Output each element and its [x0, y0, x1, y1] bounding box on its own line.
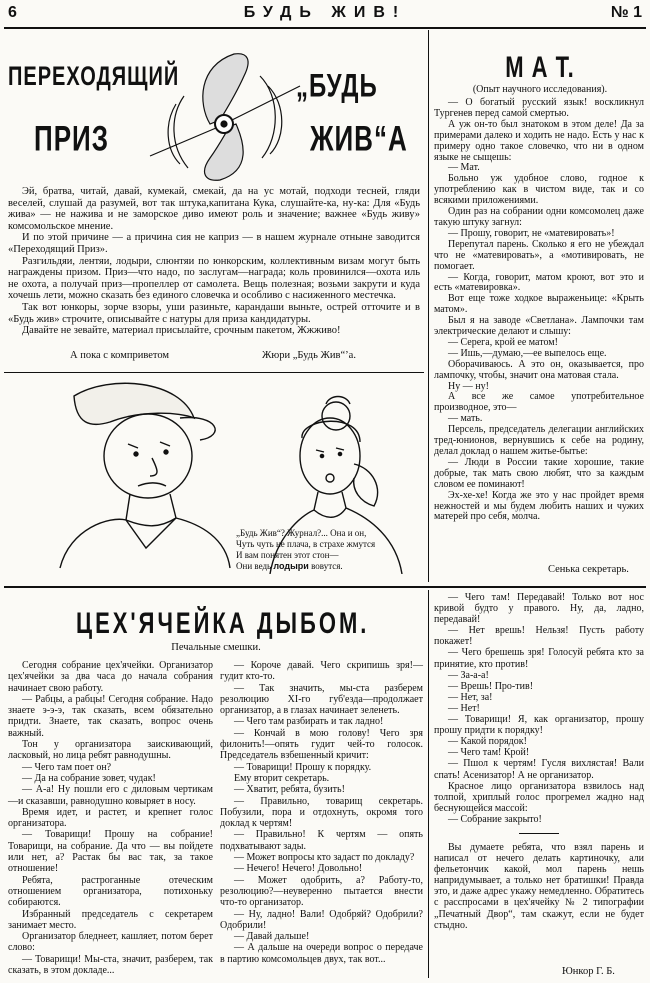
contest-paragraph: Давайте не зевайте, материал присылайте, срочным пакетом, Жжживо!	[22, 325, 341, 337]
cell-paragraph: — Какой порядок!	[448, 736, 527, 748]
mat-paragraph: А уж он-то был знатоком в этом деле! Да за примерами далеко и ходить не надо. Есть у нас к примеру одно такое словечко, что ни в одном языке не сыщешь:	[434, 118, 644, 163]
cell-paragraph: — Чего там! Передавай! Только вот нос кривой будто у правого. Ну, да, ладно, передавай!	[434, 592, 644, 626]
contest-paragraph: Эй, братва, читай, давай, кумекай, смекай, да на ус мотай, подходи тесней, гляди веселей, слушай да разумей, вот так штука,капитана Кука, слушайте-ка, ну-ка: Для «Будь жива» — не нажива и не заморское диво имеют роль и значение; важнее «Будь живу» комсомольское мнение.	[8, 186, 420, 232]
cell-paragraph: — Так значить, мы-ста разберем резолюцию XI-го губ'езда—продолжает организатор, а в глазах начинает зеленеть.	[220, 682, 423, 717]
caption-line	[236, 561, 426, 572]
mat-paragraph: Персель, председатель делегации английских тред-юнионов, вернувшись к себе на родину, делал доклад о нашем житье-бытье:	[434, 424, 644, 457]
cell-paragraph: — Ну, ладно! Вали! Одобряй? Одобрили? Одобрили!	[220, 908, 423, 931]
cell-paragraph: — Да на собрание зовет, чудак!	[22, 772, 156, 784]
cell-paragraph: — Товарищи! Я, как организатор, прошу прошу придти к порядку!	[434, 714, 644, 737]
contest-paragraph: Так вот юнкоры, зорче взоры, уши разиньте, карандаши выньте, острей отточите и в «Будь жив» строчите, описывайте с натуры для приза кандидатуры.	[8, 301, 420, 325]
cell-paragraph: Вы думаете ребята, что взял парень и написал от нечего делать картиночку, али фельетончик какой, мол парень нешь напридумывает, а только нет братишки! Правда это, и даже адрес укажу немедленно. Обратитесь с расспросами в цех'ячейку № 2 типографии „Печатный Двор“, там скажут, если не будет стыдно.	[434, 841, 644, 931]
cell-paragraph: Избранный председатель с секретарем занимает место.	[8, 908, 213, 931]
cell-column-3	[434, 592, 644, 931]
mat-paragraph: Оборачиваюсь. А это он, оказывается, про лампочку, чтобы, значит она матовая стала.	[434, 358, 644, 381]
cell-paragraph: Сегодня собрание цех'ячейки. Организатор цех'ячейки за два часа до начала собрания начинает свою работу.	[8, 660, 213, 694]
cell-paragraph: — Может одобрить, а? Работу-то, резолюцию?—неуверенно пытается внести что-то организатор.	[220, 874, 423, 909]
mat-subtitle: (Опыт научного исследования).	[472, 84, 608, 95]
cell-paragraph: — Давай дальше!	[234, 931, 310, 943]
mat-paragraph: — Ишь,—думаю,—ее выпелось еще.	[448, 347, 607, 359]
mat-paragraph: А все же самое употребительное производное, это—	[434, 391, 644, 414]
cell-paragraph: Красное лицо организатора взвилось над толпой, хриплый голос прогремел жадно над беснующейся массой:	[434, 780, 644, 814]
cell-paragraph: — А дальше на очереди вопрос о передаче в партию комсомольцев двух, так вот...	[220, 942, 423, 965]
caption-emphasis: лодыри	[273, 561, 309, 571]
contest-title-left-1: ПЕРЕХОДЯЩИЙ	[8, 62, 180, 92]
separator-rule	[519, 833, 559, 834]
mat-paragraph: Эх-хе-хе! Когда же это у нас пройдет время нежностей и мы будем любить наших и чужих матерей про себя, молча.	[434, 489, 644, 523]
contest-sign-right: Жюри „Будь Жив“’а.	[262, 350, 356, 361]
cell-paragraph: — Кончай в мою голову! Чего зря филонить!—опять гудит чей-то голосок. Председатель взбешенный кричит:	[220, 727, 423, 762]
cell-paragraph: — Чего там поет он?	[22, 761, 112, 773]
mat-paragraph: — Когда, говорит, матом кроют, вот это и есть «матевировка».	[434, 271, 644, 294]
mat-paragraph: — мать.	[448, 413, 483, 425]
cell-paragraph: — Товарищи! Прошу на собрание! Товарищи, на собрание. Да что — вы пойдете или нет, а? Растак бы вас так, за такое отношение!	[8, 829, 213, 875]
cell-paragraph: — Товарищи! Прошу к порядку.	[234, 761, 372, 773]
page-header	[8, 4, 642, 24]
cell-paragraph: — Нет врешь! Нельзя! Пусть работу покажет!	[434, 625, 644, 648]
header-rule	[4, 27, 646, 29]
mat-body	[434, 98, 644, 523]
caption-line: Чуть чуть не плача, в страхе жмутся	[236, 539, 376, 549]
cell-signature: Юнкор Г. Б.	[562, 966, 615, 977]
cell-paragraph: — Врешь! Про-тив!	[448, 680, 534, 692]
caption-word: Они ведь	[236, 561, 272, 571]
contest-title-right-1: „БУДЬ	[296, 68, 378, 105]
cell-paragraph: — За-а-а!	[448, 669, 489, 681]
mat-paragraph: — Прошу, говорит, не «матевировать»!	[448, 227, 615, 239]
mat-paragraph: Больно уж удобное слово, годное к употреблению как в чистом виде, так и со всякими приложениями.	[434, 173, 644, 207]
cell-paragraph: — А-а! Ну пошли его с диловым чертикам—и сказавши, равнодушно ковыряет в носу.	[8, 784, 213, 807]
cell-paragraph: — Нет, за!	[448, 691, 493, 703]
cell-paragraph: — Нечего! Нечего! Довольно!	[234, 863, 363, 875]
mat-paragraph: — Люди в России такие хорошие, такие добрые, так мать свою любят, что за каждым словом ее поминают!	[434, 456, 644, 490]
mat-paragraph: Один раз на собрании одни комсомолец даже такую штуку загнул:	[434, 206, 644, 228]
cell-paragraph: — Чего брешешь зря! Голосуй ребята кто за принятие, кто против!	[434, 647, 644, 670]
contest-sign-left: А пока с комприветом	[70, 350, 170, 361]
cell-paragraph: Время идет, и растет, и крепнет голос организатора.	[8, 806, 213, 830]
cell-paragraph: — Рабцы, а рабцы! Сегодня собрание. Надо знаете э-э-э, так сказать, всем обязательно придти. Знаете, так сказать, вопрос очень важный.	[8, 693, 213, 739]
cell-subtitle: Печальные смешки.	[171, 642, 261, 653]
cell-paragraph: Ребята, растроганные отеческим отношением организатора, потихоньку собираются.	[8, 874, 213, 909]
contest-paragraph: И по этой причине — а причина сия не каприз — в нашем журнале отныне заводится «Переходящий Приз».	[8, 232, 420, 255]
mat-paragraph: — Серега, крой ее матом!	[448, 336, 558, 348]
caption-line: И вам понятен этот стон—	[236, 550, 339, 560]
mat-signature: Сенька секретарь.	[548, 564, 629, 575]
contest-body	[8, 186, 420, 337]
mat-paragraph: Был я на заводе «Светлана». Лампочки там электрические делают и слышу:	[434, 315, 644, 338]
mat-paragraph: — Мат.	[448, 162, 480, 174]
caption-line: „Будь Жив“? Журнал?... Она и он,	[236, 528, 367, 538]
page-number: 6	[8, 4, 17, 21]
cell-paragraph: Ему вторит секретарь.	[234, 772, 330, 784]
cell-paragraph: — Пшол к чертям! Гусля вихлястая! Вали спать! Асенизатор! А не организатор.	[434, 758, 644, 781]
column-divider	[428, 590, 429, 978]
mat-paragraph: Вот еще тоже ходкое выраженьице: «Крыть матом».	[434, 293, 644, 316]
cell-paragraph: — Собрание закрыто!	[448, 813, 542, 825]
mat-paragraph: Ну — ну!	[448, 380, 489, 392]
cell-paragraph: — Чего там! Крой!	[448, 747, 530, 759]
cell-paragraph: — Нет!	[448, 702, 480, 714]
mat-paragraph: Перепутал парень. Сколько я его не убеждал что не «матевировать», а «мотивировать, не помогает.	[434, 238, 644, 272]
cell-title: ЦЕХ'ЯЧЕЙКА ДЫБОМ.	[76, 606, 370, 640]
cartoon-caption	[236, 528, 426, 572]
column-divider	[428, 30, 429, 582]
cell-paragraph: — Чего там разбирать и так ладно!	[234, 716, 384, 728]
contest-title-left-2: ПРИЗ	[34, 118, 110, 159]
propeller-prize-icon	[140, 46, 310, 186]
caption-word: вовутся.	[311, 561, 343, 571]
cell-column-2	[220, 660, 423, 965]
cell-column-1	[8, 660, 213, 976]
contest-paragraph: Разгильдяи, лентяи, лодыри, слюнтяи по юнкорским, коллективным визам могут быть награждены призом. Приз—что надо, по заслугам—награда; коль провинился—охота иль не охота, а получай приз—пропеллер от самолета. Вещь полезная; возьми закрути и куда хочешь лети, можно сказать без единого словечка и особливо с насиженного местечка.	[8, 255, 420, 302]
cell-paragraph: — Товарищи! Мы-ста, значит, разберем, так сказать, в этом докладе...	[8, 953, 213, 977]
cell-paragraph: — Короче давай. Чего скрипишь зря!— гудит кто-то.	[220, 660, 423, 683]
contest-title-right-2: ЖИВ“А	[310, 118, 408, 159]
cell-paragraph: Тон у организатора заискивающий, ласковый, но лица ребят равнодушны.	[8, 739, 213, 762]
section-rule	[4, 586, 646, 588]
mat-paragraph: — О богатый русский язык! воскликнул Тургенев перед самой смертью.	[434, 97, 644, 119]
cell-paragraph: — Хватит, ребята, бузить!	[234, 784, 345, 796]
masthead: БУДЬ ЖИВ!	[243, 4, 407, 21]
section-divider	[4, 372, 424, 373]
cell-paragraph: Организатор бледнеет, кашляет, потом берет слово:	[8, 931, 213, 954]
mat-title: М А Т.	[505, 50, 575, 84]
cell-paragraph: — Правильно! К чертям — опять подхватывают зады.	[220, 829, 423, 852]
cell-paragraph: — Может вопросы кто задаст по докладу?	[234, 852, 415, 864]
issue-number: № 1	[610, 4, 642, 21]
cell-paragraph: — Правильно, товарищ секретарь. Побузили, пора и отдохнуть, окромя того доклад к чертям!	[220, 795, 423, 830]
